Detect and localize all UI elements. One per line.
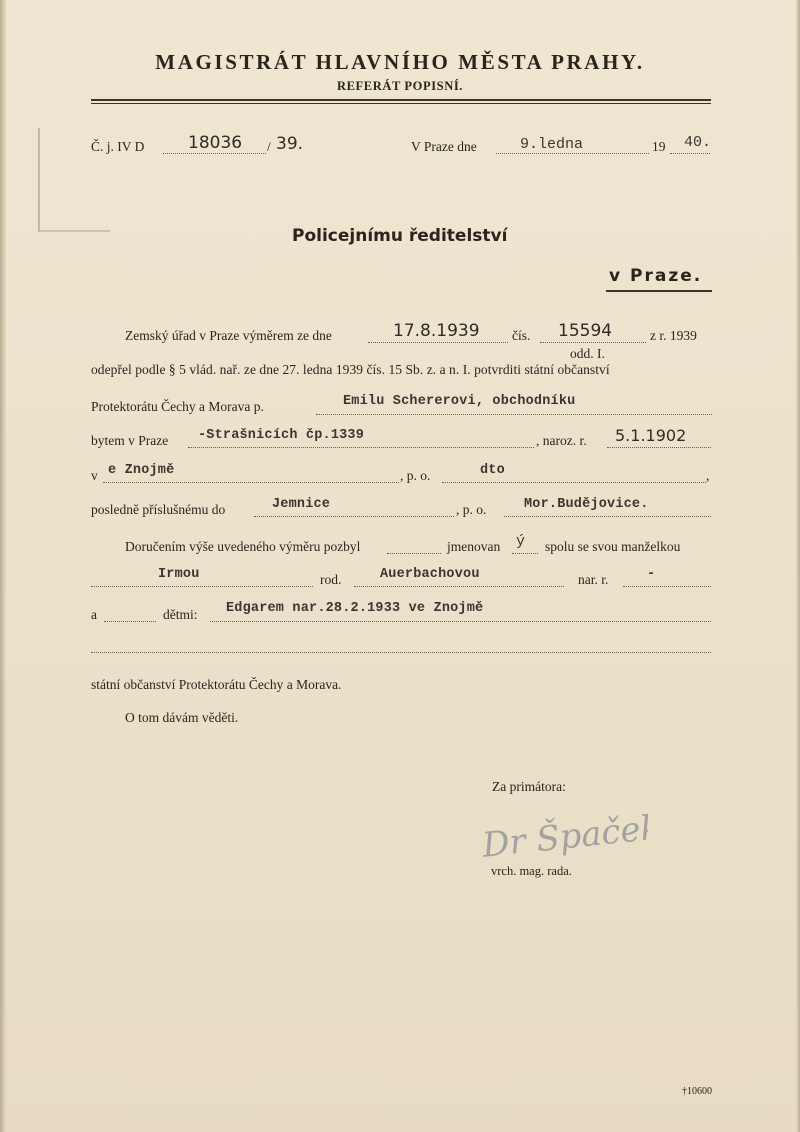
body-line2: odepřel podle § 5 vlád. nař. ze dne 27. ledna 1939 čís. 15 Sb. z. a n. I. potvrditi státní občanství: [91, 362, 610, 377]
body-line1-text-c: z r. 1939: [650, 328, 697, 343]
body-line3-name-line: [316, 414, 712, 415]
reference-year-suffix: 40.: [684, 134, 712, 151]
body-line9-text-b: dětmi:: [163, 607, 198, 622]
body-line7-text-c: spolu se svou manželkou: [545, 539, 681, 554]
year-line: [670, 153, 710, 154]
body-line3-text: Protektorátu Čechy a Morava p.: [91, 399, 264, 414]
body-line1-date-line: [368, 342, 508, 343]
body-line4-text-a: bytem v Praze: [91, 433, 169, 448]
body-line5-po-line: [442, 482, 706, 483]
header-rule-bottom: [91, 103, 711, 104]
reference-year: 39.: [276, 134, 304, 154]
body-line9-text-a: a: [91, 607, 97, 622]
body-line7-text-a: Doručením výše uvedeného výměru pozbyl: [125, 539, 361, 554]
body-line1-text-b: čís.: [512, 328, 531, 343]
body-line7-blank-line: [387, 553, 441, 554]
header-rule-top: [91, 99, 711, 101]
addressee-underline: [606, 290, 712, 292]
body-line5-text-b: , p. o.: [400, 468, 431, 483]
signature-label: Za primátora:: [492, 779, 566, 794]
wife-name: Irmou: [158, 567, 200, 582]
body-line6-place-line: [254, 516, 454, 517]
place-date-label: V Praze dne: [411, 139, 477, 154]
page-edge-left: [0, 0, 6, 1132]
signature-graphic: [478, 803, 648, 865]
signature-title: vrch. mag. rada.: [491, 864, 572, 878]
signature: [478, 803, 648, 870]
body-line7-suffix-line: [512, 553, 538, 554]
decision-date: 17.8.1939: [393, 321, 480, 341]
body-line5-text-a: v: [91, 468, 98, 483]
year-prefix: 19: [652, 139, 666, 154]
date-line: [496, 153, 649, 154]
body-line6-text-a: posledně příslušnému do: [91, 502, 226, 517]
body-line8-born-line: [623, 586, 711, 587]
domicile-place: Jemnice: [272, 497, 331, 512]
citizen-birth-date: 5.1.1902: [615, 426, 687, 445]
footer-code: †10600: [682, 1086, 712, 1097]
body-line1-department: odd. I.: [570, 346, 605, 361]
body-line8-wife-line: [91, 586, 313, 587]
body-line6-text-b: , p. o.: [456, 502, 487, 517]
addressee-line2: v Praze.: [609, 266, 703, 286]
body-line7-text-b: jmenovan: [447, 539, 501, 554]
reference-number: 18036: [188, 133, 243, 153]
page-edge-right: [796, 0, 800, 1132]
header-title: MAGISTRÁT HLAVNÍHO MĚSTA PRAHY.: [155, 50, 645, 74]
body-line4-address-line: [188, 447, 534, 448]
reference-date: 9.ledna: [520, 136, 584, 153]
wife-birth-date: -: [647, 567, 656, 582]
body-line1-text-a: Zemský úřad v Praze výměrem ze dne: [125, 328, 332, 343]
domicile-district: Mor.Budějovice.: [524, 497, 649, 512]
body-line9-children-line: [210, 621, 711, 622]
citizen-address: -Strašnicích čp.1339: [198, 428, 365, 443]
body-line4-born-line: [607, 447, 711, 448]
body-line1-number-line: [540, 342, 646, 343]
body-line11: O tom dávám věděti.: [125, 710, 239, 725]
body-line5-text-c: ,: [706, 468, 710, 483]
wife-maiden-name: Auerbachovou: [380, 567, 480, 582]
birth-place: e Znojmě: [108, 463, 175, 478]
body-line8-text-a: rod.: [320, 572, 342, 587]
body-line9-blank-line: [104, 621, 156, 622]
body-line4-text-b: , naroz. r.: [536, 433, 587, 448]
citizen-name: Emilu Schererovi, obchodníku: [343, 394, 576, 409]
body-line7-gender-suffix: ý: [516, 533, 526, 550]
decision-number: 15594: [558, 321, 613, 341]
birth-place-district: dto: [480, 463, 505, 478]
signature-script-text: Dr Špaček: [480, 807, 648, 865]
body-line8-text-b: nar. r.: [578, 572, 609, 587]
body-line10: státní občanství Protektorátu Čechy a Morava.: [91, 677, 342, 692]
reference-number-line: [163, 153, 266, 154]
body-line6-po-line: [504, 516, 711, 517]
reference-slash: /: [267, 139, 271, 154]
reference-prefix: Č. j. IV D: [91, 139, 145, 154]
body-line5-place-line: [103, 482, 399, 483]
body-line8-maiden-line: [354, 586, 564, 587]
body-blank-line: [91, 652, 711, 653]
children-names: Edgarem nar.28.2.1933 ve Znojmě: [226, 601, 484, 616]
header-subtitle: REFERÁT POPISNÍ.: [336, 79, 464, 93]
addressee-line1: Policejnímu ředitelství: [292, 226, 508, 246]
